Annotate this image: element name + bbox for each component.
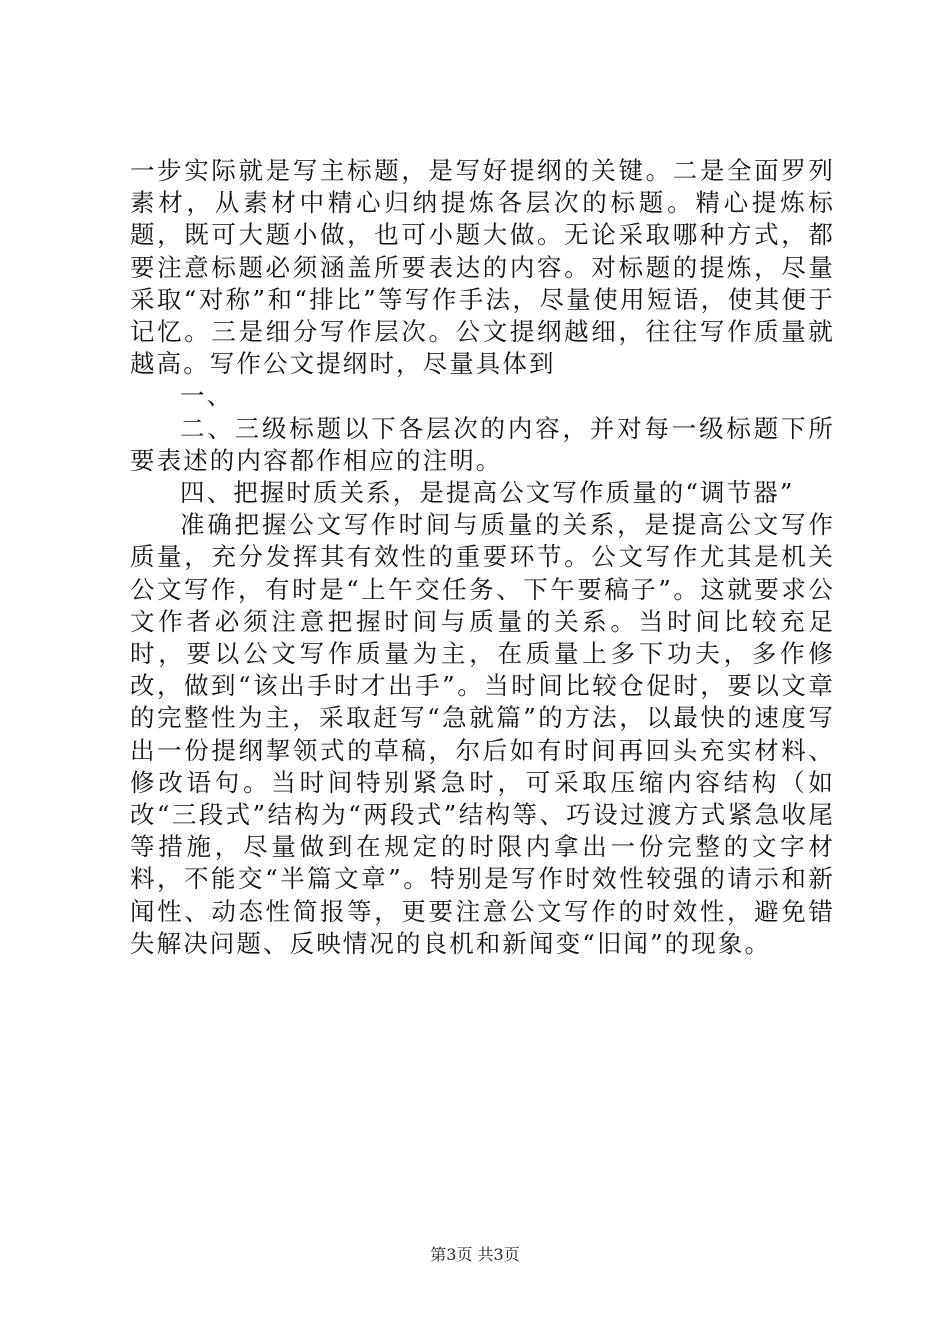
paragraph-time-quality: 准确把握公文写作时间与质量的关系，是提高公文写作质量，充分发挥其有效性的重要环节。公文写作尤其是机关公文写作，有时是“上午交任务、下午要稿子”。这就要求公文作者必须注意把握时间与质量的关系。当时间比较充足时，要以公文写作质量为主，在质量上多下功夫，多作修改，做到“该出手时才出手”。当时间比较仓促时，要以文章的完整性为主，采取赶写“急就篇”的方法，以最快的速度写出一份提纲挈领式的草稿，尔后如有时间再回头充实材料、修改语句。当时间特别紧急时，可采取压缩内容结构（如改“三段式”结构为“两段式”结构等、巧设过渡方式紧急收尾等措施，尽量做到在规定的时限内拿出一份完整的文字材料，不能交“半篇文章”。特别是写作时效性较强的请示和新闻性、动态性简报等，更要注意公文写作的时效性，避免错失解决问题、反映情况的良机和新闻变“旧闻”的现象。 xyxy=(130,510,835,958)
document-body xyxy=(130,155,835,960)
paragraph-heading-one: 一、 xyxy=(180,381,234,411)
section-heading-four: 四、把握时质关系，是提高公文写作质量的“调节器” xyxy=(180,478,795,508)
paragraph-continuation: 一步实际就是写主标题，是写好提纲的关键。二是全面罗列素材，从素材中精心归纳提炼各层次的标题。精心提炼标题，既可大题小做，也可小题大做。无论采取哪种方式，都要注意标题必须涵盖所要表达的内容。对标题的提炼，尽量采取“对称”和“排比”等写作手法，尽量使用短语，使其便于记忆。三是细分写作层次。公文提纲越细，往往写作质量就越高。写作公文提纲时，尽量具体到 xyxy=(130,156,835,379)
paragraph-heading-two-three: 二、三级标题以下各层次的内容，并对每一级标题下所要表述的内容都作相应的注明。 xyxy=(130,413,835,475)
page-footer: 第3页 共3页 xyxy=(430,1245,520,1264)
